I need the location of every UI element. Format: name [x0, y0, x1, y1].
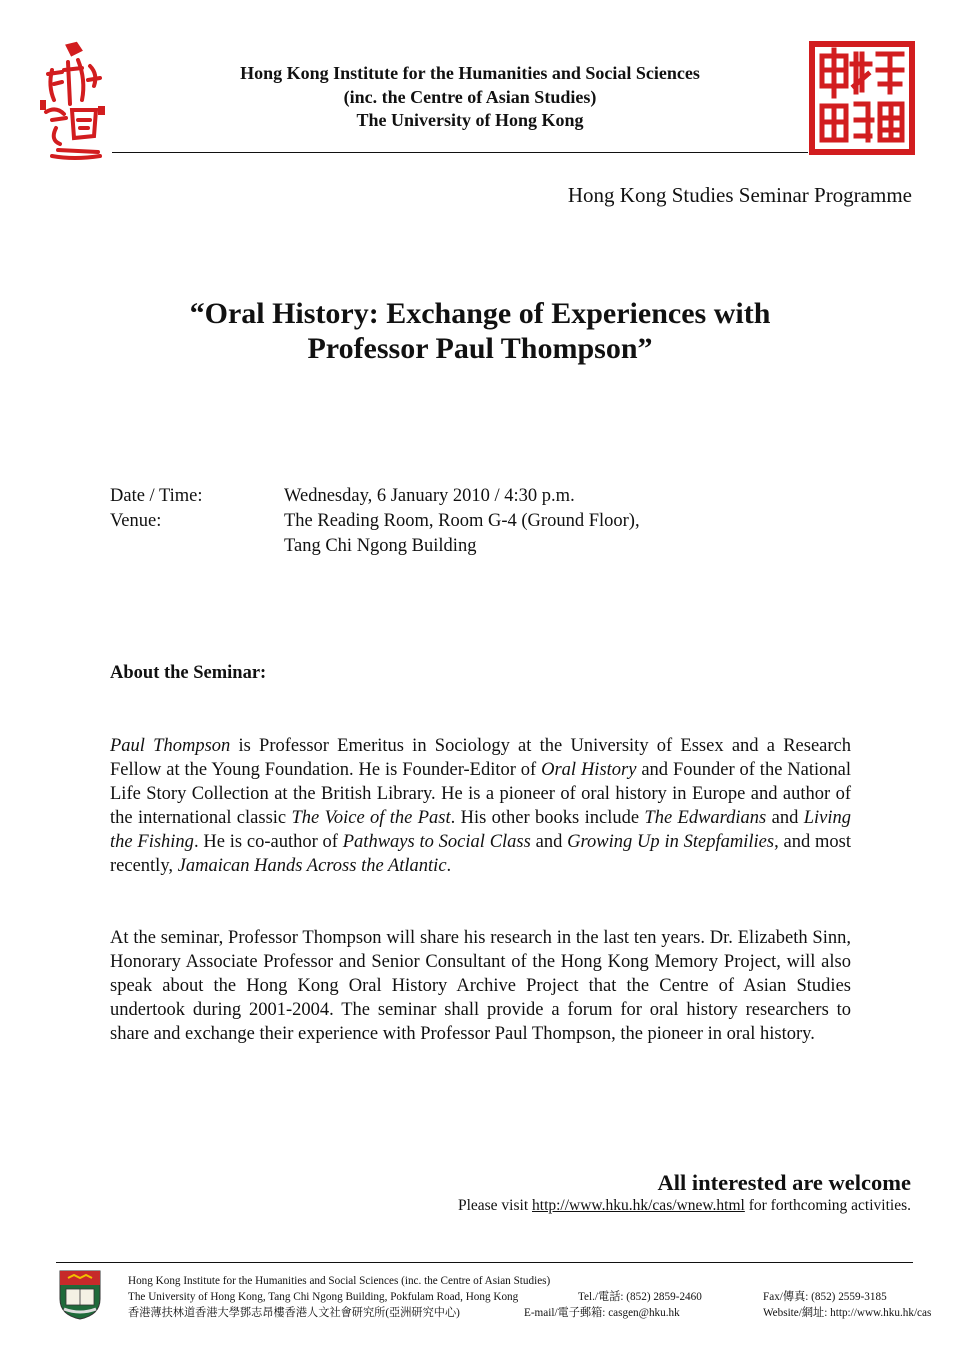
visit-suffix: for forthcoming activities. [744, 1197, 911, 1214]
bio-text-2: and Founder of the National Life Story Collection at the British Library. He is a pioneer of oral history in Europe and author of the international classic [110, 760, 851, 828]
header-institution [150, 62, 790, 133]
header-divider [112, 152, 808, 153]
footer-address: The University of Hong Kong, Tang Chi Ngong Building, Pokfulam Road, Hong Kong [128, 1291, 519, 1303]
welcome-text: All interested are welcome [657, 1170, 911, 1195]
book-growing-up: Growing Up in Stepfamilies [567, 832, 775, 852]
header-institute-name: Hong Kong Institute for the Humanities and Social Sciences [240, 63, 700, 83]
seminar-title-line1: “Oral History: Exchange of Experiences with [189, 297, 771, 330]
bio-text-7: , and most recently, [110, 832, 851, 876]
header-centre-name: (inc. the Centre of Asian Studies) [343, 86, 597, 107]
book-pathways: Pathways to Social Class [342, 832, 531, 852]
date-time-value: Wednesday, 6 January 2010 / 4:30 p.m. [284, 486, 575, 506]
book-oral-history: Oral History [541, 760, 637, 780]
date-time-label: Date / Time: [110, 486, 203, 506]
bio-text-1: is Professor Emeritus in Sociology at the University of Essex and a Research Fellow at the Young Foundation. He is Founder-Editor of [110, 736, 851, 780]
book-voice-of-the-past: The Voice of the Past [291, 808, 451, 828]
about-heading: About the Seminar: [110, 663, 267, 683]
visit-line [458, 1197, 911, 1215]
footer-email[interactable]: E-mail/電子郵箱: casgen@hku.hk [524, 1307, 680, 1319]
visit-prefix: Please visit [457, 1197, 533, 1214]
venue-label: Venue: [110, 511, 162, 531]
activities-link[interactable]: http://www.hku.hk/cas/wnew.html [532, 1197, 745, 1214]
bio-text-8: . [446, 856, 452, 876]
seal-logo-right [808, 40, 916, 156]
seminar-details [110, 484, 640, 559]
footer-fax: Fax/傳真: (852) 2559-3185 [763, 1291, 887, 1303]
bio-text-3: . His other books include [450, 808, 645, 828]
about-paragraph-bio [110, 734, 851, 878]
programme-name: Hong Kong Studies Seminar Programme [567, 183, 912, 207]
footer-tel: Tel./電話: (852) 2859-2460 [578, 1291, 702, 1303]
venue-line1: The Reading Room, Room G-4 (Ground Floor), [284, 511, 640, 531]
bio-name: Paul Thompson [110, 736, 231, 756]
footer-chinese-address: 香港薄扶林道香港大學鄧志昂樓香港人文社會研究所(亞洲研究中心) [128, 1307, 460, 1319]
bio-text-5: . He is co-author of [193, 832, 343, 852]
seal-logo-left [38, 40, 108, 162]
seminar-title [0, 296, 960, 366]
hku-crest-icon [58, 1269, 102, 1321]
book-jamaican-hands: Jamaican Hands Across the Atlantic [177, 856, 447, 876]
book-edwardians: The Edwardians [644, 808, 767, 828]
footer-divider [56, 1262, 913, 1263]
footer-contact [128, 1273, 932, 1321]
bio-text-4: and [766, 808, 804, 828]
header-university-name: The University of Hong Kong [356, 110, 584, 130]
venue-line2: Tang Chi Ngong Building [284, 536, 477, 556]
seminar-title-line2: Professor Paul Thompson” [307, 332, 653, 365]
footer-website[interactable]: Website/網址: http://www.hku.hk/cas [763, 1307, 932, 1319]
footer-line1: Hong Kong Institute for the Humanities and Social Sciences (inc. the Centre of Asian Studies) [128, 1275, 551, 1287]
book-living-the-fishing: Living the Fishing [110, 808, 851, 852]
about-paragraph-seminar: At the seminar, Professor Thompson will share his research in the last ten years. Dr. Elizabeth Sinn, Honorary Associate Professor and Senior Consultant of the Hong Kong Memory Project, will also speak about the Hong Kong Oral History Archive Project that the Centre of Asian Studies undertook during 2001-2004. The seminar shall provide a forum for oral history researchers to share and exchange their experience with Professor Paul Thompson, the pioneer in oral history. [110, 928, 851, 1044]
bio-text-6: and [530, 832, 568, 852]
